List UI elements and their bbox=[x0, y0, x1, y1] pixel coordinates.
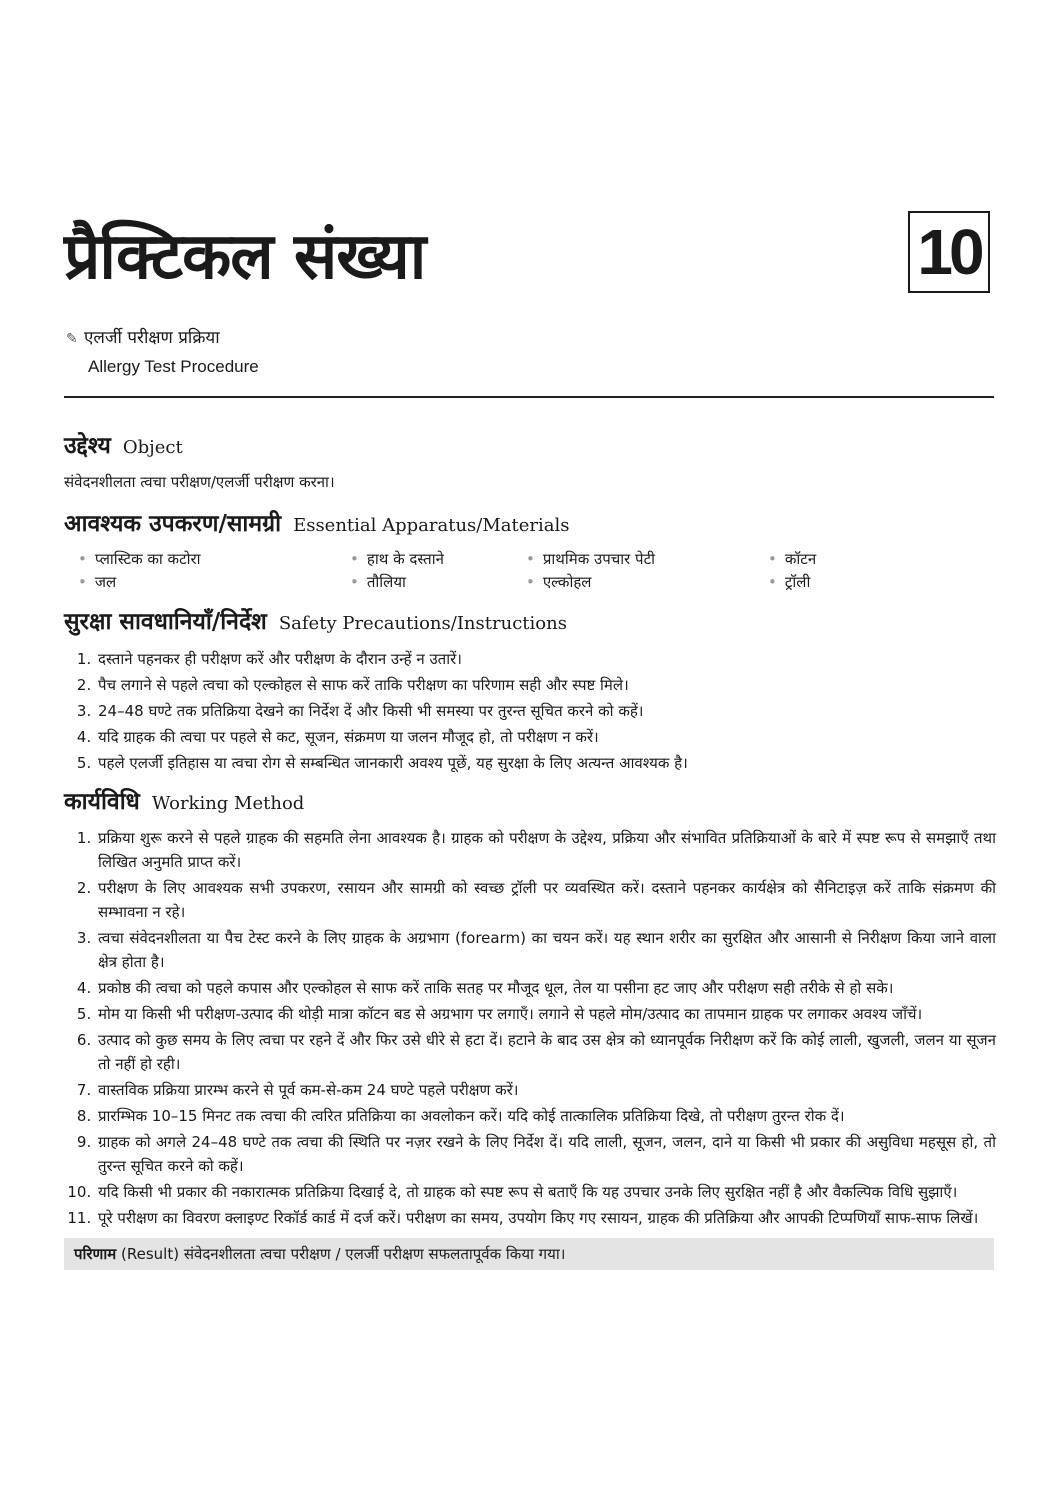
list-item: 5. पहले एलर्जी इतिहास या त्वचा रोग से सम्बन्धित जानकारी अवश्य पूछें, यह सुरक्षा के लिए अत्यन्त आवश्यक है। bbox=[96, 750, 996, 776]
subtitle-english: Allergy Test Procedure bbox=[88, 357, 259, 376]
material-item: • कॉटन bbox=[768, 548, 968, 571]
list-item: 2. परीक्षण के लिए आवश्यक सभी उपकरण, रसायन और सामग्री को स्वच्छ ट्रॉली पर व्यवस्थित करें। दस्ताने पहनकर कार्यक्षेत्र को सैनिटाइज़ करें ताकि संक्रमण की सम्भावना न रहे। bbox=[96, 876, 996, 924]
list-item: 4. यदि ग्राहक की त्वचा पर पहले से कट, सूजन, संक्रमण या जलन मौजूद हो, तो परीक्षण न करें। bbox=[96, 724, 996, 750]
header-divider bbox=[64, 396, 994, 398]
list-item: 7. वास्तविक प्रक्रिया प्रारम्भ करने से पूर्व कम-से-कम 24 घण्टे पहले परीक्षण करें। bbox=[96, 1078, 996, 1102]
subtitle-hindi: एलर्जी परीक्षण प्रक्रिया bbox=[84, 328, 220, 348]
material-item: • तौलिया bbox=[350, 571, 526, 594]
material-item: • जल bbox=[78, 571, 350, 594]
object-text: संवेदनशीलता त्वचा परीक्षण/एलर्जी परीक्षण करना। bbox=[64, 473, 335, 491]
result-label: परिणाम bbox=[74, 1245, 117, 1263]
method-heading-english: Working Method bbox=[151, 793, 305, 814]
material-item: • हाथ के दस्ताने bbox=[350, 548, 526, 571]
result-bar bbox=[64, 1238, 994, 1270]
list-item: 5. मोम या किसी भी परीक्षण-उत्पाद की थोड़ी मात्रा कॉटन बड से अग्रभाग पर लगाएँ। लगाने से पहले मोम/उत्पाद का तापमान ग्राहक पर लगाकर अवश्य जाँचें। bbox=[96, 1002, 996, 1026]
method-heading bbox=[64, 784, 996, 822]
object-heading bbox=[64, 428, 996, 466]
materials-list bbox=[64, 548, 996, 594]
list-item: 4. प्रकोष्ठ की त्वचा को पहले कपास और एल्कोहल से साफ करें ताकि सतह पर मौजूद धूल, तेल या पसीना हट जाए और परीक्षण सही तरीके से हो सके। bbox=[96, 976, 996, 1000]
material-item: • प्राथमिक उपचार पेटी bbox=[526, 548, 768, 571]
subtitle bbox=[66, 324, 259, 381]
content bbox=[64, 428, 996, 1270]
list-item: 11. पूरे परीक्षण का विवरण क्लाइण्ट रिकॉर्ड कार्ड में दर्ज करें। परीक्षण का समय, उपयोग किए गए रसायन, ग्राहक की प्रतिक्रिया और आपकी टिप्पणियाँ साफ-साफ लिखें। bbox=[96, 1206, 996, 1230]
list-item: 3. 24–48 घण्टे तक प्रतिक्रिया देखने का निर्देश दें और किसी भी समस्या पर तुरन्त सूचित करने को कहें। bbox=[96, 698, 996, 724]
page-title: प्रैक्टिकल संख्या bbox=[64, 220, 426, 294]
material-item: • एल्कोहल bbox=[526, 571, 768, 594]
list-item: 1. दस्ताने पहनकर ही परीक्षण करें और परीक्षण के दौरान उन्हें न उतारें। bbox=[96, 646, 996, 672]
list-item: 2. पैच लगाने से पहले त्वचा को एल्कोहल से साफ करें ताकि परीक्षण का परिणाम सही और स्पष्ट मिले। bbox=[96, 672, 996, 698]
safety-heading bbox=[64, 604, 996, 642]
safety-heading-english: Safety Precautions/Instructions bbox=[278, 613, 567, 634]
pencil-icon: ✎ bbox=[66, 331, 78, 347]
safety-heading-hindi: सुरक्षा सावधानियाँ/निर्देश bbox=[64, 609, 267, 635]
method-list bbox=[64, 826, 996, 1230]
material-item: • ट्रॉली bbox=[768, 571, 968, 594]
list-item: 8. प्रारम्भिक 10–15 मिनट तक त्वचा की त्वरित प्रतिक्रिया का अवलोकन करें। यदि कोई तात्कालिक प्रतिक्रिया दिखे, तो परीक्षण तुरन्त रोक दें। bbox=[96, 1104, 996, 1128]
materials-heading bbox=[64, 506, 996, 544]
material-item: • प्लास्टिक का कटोरा bbox=[78, 548, 350, 571]
practical-number-badge: 10 bbox=[908, 211, 990, 293]
safety-list bbox=[64, 646, 996, 776]
list-item: 9. ग्राहक को अगले 24–48 घण्टे तक त्वचा की स्थिति पर नज़र रखने के लिए निर्देश दें। यदि लाली, सूजन, जलन, दाने या किसी भी प्रकार की असुविधा महसूस हो, तो तुरन्त सूचित करने को कहें। bbox=[96, 1130, 996, 1178]
materials-heading-english: Essential Apparatus/Materials bbox=[293, 515, 570, 536]
list-item: 1. प्रक्रिया शुरू करने से पहले ग्राहक की सहमति लेना आवश्यक है। ग्राहक को परीक्षण के उद्देश्य, प्रक्रिया और संभावित प्रतिक्रियाओं के बारे में स्पष्ट रूप से समझाएँ तथा लिखित अनुमति प्राप्त करें। bbox=[96, 826, 996, 874]
object-heading-english: Object bbox=[122, 437, 183, 458]
result-text: (Result) संवेदनशीलता त्वचा परीक्षण / एलर्जी परीक्षण सफलतापूर्वक किया गया। bbox=[121, 1245, 566, 1263]
materials-heading-hindi: आवश्यक उपकरण/सामग्री bbox=[64, 511, 282, 537]
object-heading-hindi: उद्देश्य bbox=[64, 433, 111, 459]
list-item: 6. उत्पाद को कुछ समय के लिए त्वचा पर रहने दें और फिर उसे धीरे से हटा दें। हटाने के बाद उस क्षेत्र को ध्यानपूर्वक निरीक्षण करें कि कोई लाली, खुजली, जलन या सूजन तो नहीं हो रही। bbox=[96, 1028, 996, 1076]
list-item: 10. यदि किसी भी प्रकार की नकारात्मक प्रतिक्रिया दिखाई दे, तो ग्राहक को स्पष्ट रूप से बताएँ कि यह उपचार उनके लिए सुरक्षित नहीं है और वैकल्पिक विधि सुझाएँ। bbox=[96, 1180, 996, 1204]
method-heading-hindi: कार्यविधि bbox=[64, 789, 140, 815]
list-item: 3. त्वचा संवेदनशीलता या पैच टेस्ट करने के लिए ग्राहक के अग्रभाग (forearm) का चयन करें। यह स्थान शरीर का सुरक्षित और आसानी से निरीक्षण किया जाने वाला क्षेत्र होता है। bbox=[96, 926, 996, 974]
